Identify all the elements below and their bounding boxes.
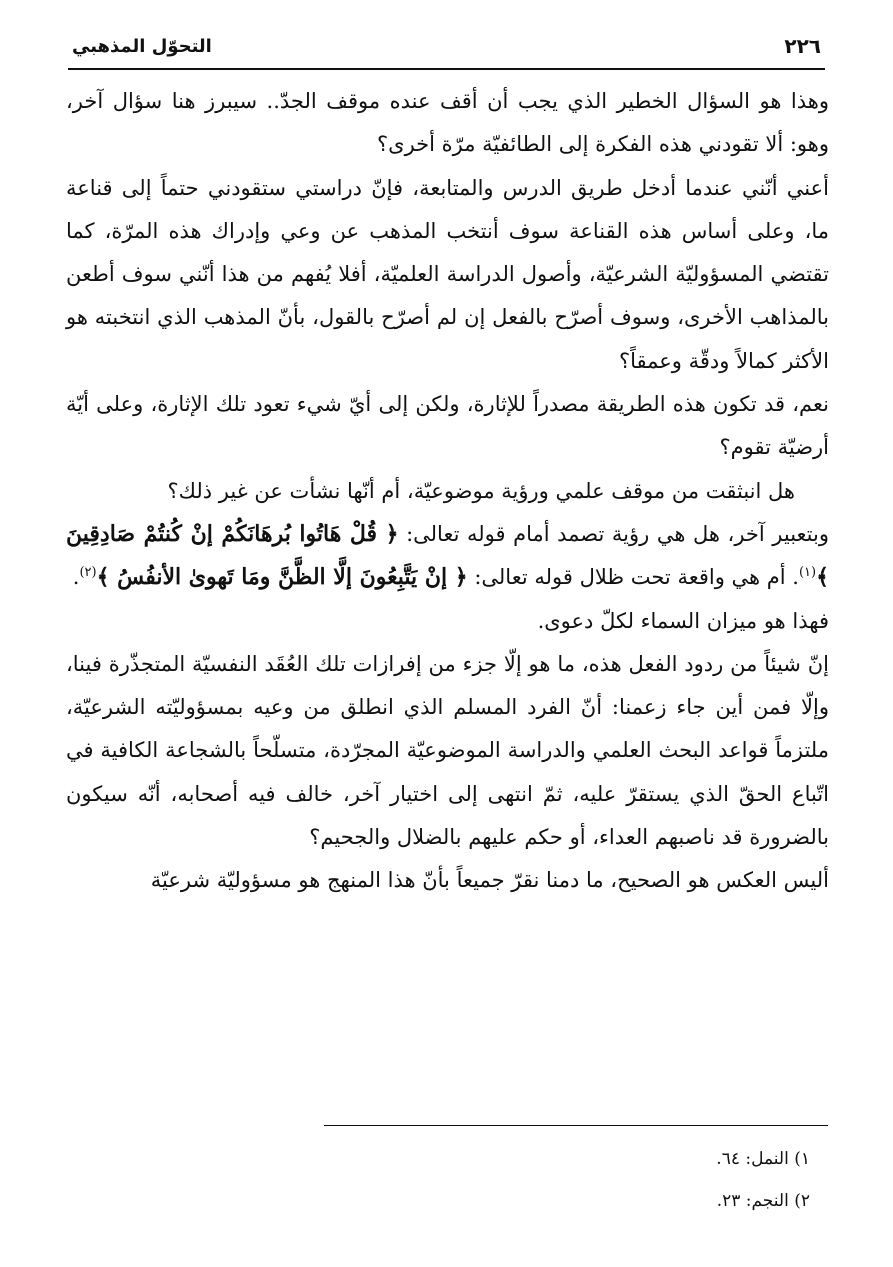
paragraph-1: وهذا هو السؤال الخطير الذي يجب أن أقف عنده موقف الجدّ.. سيبرز هنا سؤال آخر، وهو: ألا تقودني هذه الفكرة إلى الطائفيّة مرّة أخرى؟ — [66, 89, 829, 157]
footnote-2: ٢) النجم: ٢٣. — [716, 1191, 810, 1211]
footnotes — [390, 1146, 810, 1230]
quran-verse-1: ﴿ قُلْ هَاتُوا بُرهَانَكُمْ إنْ كُنتُمْ صَادِقِينَ ﴾ — [66, 520, 829, 591]
paragraph-3: نعم، قد تكون هذه الطريقة مصدراً للإثارة، ولكن إلى أيّ شيء تعود تلك الإثارة، وعلى أيّة أرضيّة تقوم؟ — [66, 392, 829, 460]
paragraph-5-mid: . أم هي واقعة تحت ظلال قوله تعالى: — [474, 565, 799, 590]
page-header — [68, 28, 825, 70]
paragraph-5-end: . — [72, 565, 80, 590]
page-number: ٢٢٦ — [784, 34, 821, 58]
paragraph-4: هل انبثقت من موقف علمي ورؤية موضوعيّة، أم أنّها نشأت عن غير ذلك؟ — [167, 478, 795, 503]
paragraph-2: أعني أنّني عندما أدخل طريق الدرس والمتابعة، فإنّ دراستي ستقودني حتماً إلى قناعة ما، وعلى أساس هذه القناعة سوف أنتخب المذهب عن وعي وإدراك هذه المرّة، كما تقتضي المسؤوليّة الشرعيّة، وأصول الدراسة العلميّة، أفلا يُفهم من هذا أنّني سوف أطعن بالمذاهب الأخرى، وسوف أصرّح بالفعل إن لم أصرّح بالقول، بأنّ المذهب الذي انتخبته هو الأكثر كمالاً ودقّة وعمقاً؟ — [66, 175, 829, 373]
footnote-ref-2: (٢) — [79, 565, 97, 581]
paragraph-5-intro: وبتعبير آخر، هل هي رؤية تصمد أمام قوله تعالى: — [406, 521, 829, 546]
paragraph-8: أليس العكس هو الصحيح، ما دمنا نقرّ جميعاً بأنّ هذا المنهج هو مسؤوليّة شرعيّة — [150, 868, 829, 893]
footnote-ref-1: (١) — [798, 565, 817, 581]
paragraph-5 — [66, 513, 829, 600]
footnote-divider — [324, 1125, 828, 1126]
paragraph-7: إنّ شيئاً من ردود الفعل هذه، ما هو إلّا جزء من إفرازات تلك العُقَد النفسيّة المتجذّرة فينا، وإلّا فمن أين جاء زعمنا: أنّ الفرد المسلم الذي انطلق من وعيه بمسؤوليّته الشرعيّة، ملتزماً قواعد البحث العلمي والدراسة الموضوعيّة المجرّدة، متسلّحاً بالشجاعة الكافية في اتّباع الحقّ الذي يستقرّ عليه، ثمّ انتهى إلى اختيار آخر، خالف فيه أصحابه، أنّه سيكون بالضرورة قد ناصبهم العداء، أو حكم عليهم بالضلال والجحيم؟ — [66, 651, 829, 850]
quran-verse-2: ﴿ إنْ يَتَّبِعُونَ إلَّا الظَّنَّ ومَا تَهوىٰ الأنفُسُ ﴾ — [96, 564, 468, 591]
running-title: التحوّل المذهبي — [72, 36, 212, 57]
paragraph-6: فهذا هو ميزان السماء لكلّ دعوى. — [537, 608, 829, 633]
body-text — [66, 80, 829, 903]
footnote-1: ١) النمل: ٦٤. — [716, 1149, 810, 1169]
